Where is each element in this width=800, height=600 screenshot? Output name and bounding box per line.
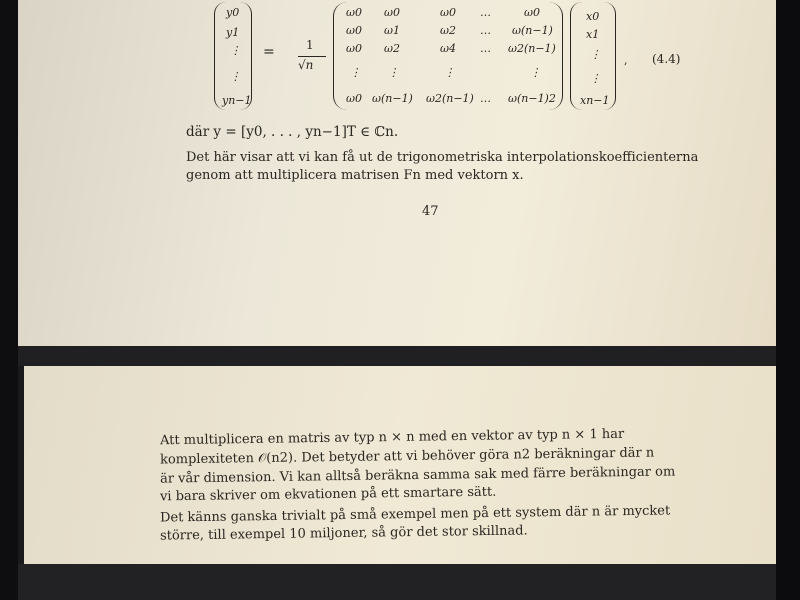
y-vector-entry: y0	[226, 6, 240, 19]
matrix-entry: ω0	[346, 24, 362, 37]
matrix-entry: ω0	[440, 6, 456, 19]
matrix-entry: ω2(n−1)	[426, 92, 474, 105]
matrix-entry: ⋮	[388, 66, 399, 79]
y-vector-entry: y1	[226, 26, 240, 39]
matrix-entry: ⋮	[350, 66, 361, 79]
vector-definition: där y = [y0, . . . , yn−1]T ∈ ℂn.	[186, 124, 399, 140]
matrix-entry: ω1	[384, 24, 400, 37]
paragraph-line: Det här visar att vi kan få ut de trigonometriska interpolationskoefficienterna	[186, 150, 699, 165]
matrix-entry: ω4	[440, 42, 456, 55]
matrix-entry: ω0	[346, 6, 362, 19]
matrix-entry: ω0	[524, 6, 540, 19]
matrix-entry: ω2	[440, 24, 456, 37]
screen-bezel-left	[0, 0, 18, 600]
page-number: 47	[422, 204, 439, 219]
paragraph-line: genom att multiplicera matrisen Fn med vektorn x.	[186, 168, 524, 183]
page-gap	[18, 346, 776, 366]
matrix-entry: …	[480, 92, 491, 105]
x-vector-entry: ⋮	[590, 72, 601, 85]
matrix-entry: ω0	[346, 92, 362, 105]
matrix-entry: …	[480, 24, 491, 37]
paragraph-line: Att multiplicera en matris av typ n × n med en vektor av typ n × 1 har	[159, 426, 625, 449]
y-vector-entry: ⋮	[230, 44, 241, 57]
paragraph-line: komplexiteten 𝒪(n2). Det betyder att vi behöver göra n2 beräkningar där n	[159, 445, 655, 468]
paragraph-line: Det känns ganska trivialt på små exempel men på ett system där n är mycket	[159, 503, 671, 526]
equation-number: (4.4)	[652, 52, 681, 66]
fraction-bar	[298, 56, 326, 57]
matrix-entry: ⋮	[530, 66, 541, 79]
document-page-bottom	[24, 366, 776, 564]
x-vector-entry: xn−1	[580, 94, 610, 107]
matrix-entry: ω2(n−1)	[508, 42, 556, 55]
matrix-entry: ω(n−1)2	[508, 92, 556, 105]
matrix-entry: ω2	[384, 42, 400, 55]
x-vector-entry: x0	[586, 10, 600, 23]
scalar-numerator: 1	[306, 38, 314, 52]
equation-comma: ,	[624, 54, 628, 67]
x-vector-entry: ⋮	[590, 48, 601, 61]
equals-sign: =	[263, 44, 275, 60]
matrix-entry: ⋮	[444, 66, 455, 79]
paragraph-line: vi bara skriver om ekvationen på ett smartare sätt.	[159, 484, 497, 505]
document-page-top	[18, 0, 776, 346]
paragraph-line: större, till exempel 10 miljoner, så gör det stor skillnad.	[159, 523, 528, 544]
matrix-equation	[208, 0, 708, 118]
matrix-entry: …	[480, 6, 491, 19]
matrix-entry: ω0	[346, 42, 362, 55]
screen-bezel-right	[776, 0, 800, 600]
matrix-entry: ω(n−1)	[372, 92, 413, 105]
y-vector-entry: yn−1	[222, 94, 252, 107]
y-vector-entry: ⋮	[230, 70, 241, 83]
paragraph-line: är vår dimension. Vi kan alltså beräkna samma sak med färre beräkningar om	[159, 464, 676, 487]
matrix-entry: ω0	[384, 6, 400, 19]
screen-bottom-edge	[18, 564, 776, 600]
matrix-entry: ω(n−1)	[512, 24, 553, 37]
scalar-denominator: √n	[298, 58, 314, 72]
matrix-entry: …	[480, 42, 491, 55]
x-vector-entry: x1	[586, 28, 600, 41]
